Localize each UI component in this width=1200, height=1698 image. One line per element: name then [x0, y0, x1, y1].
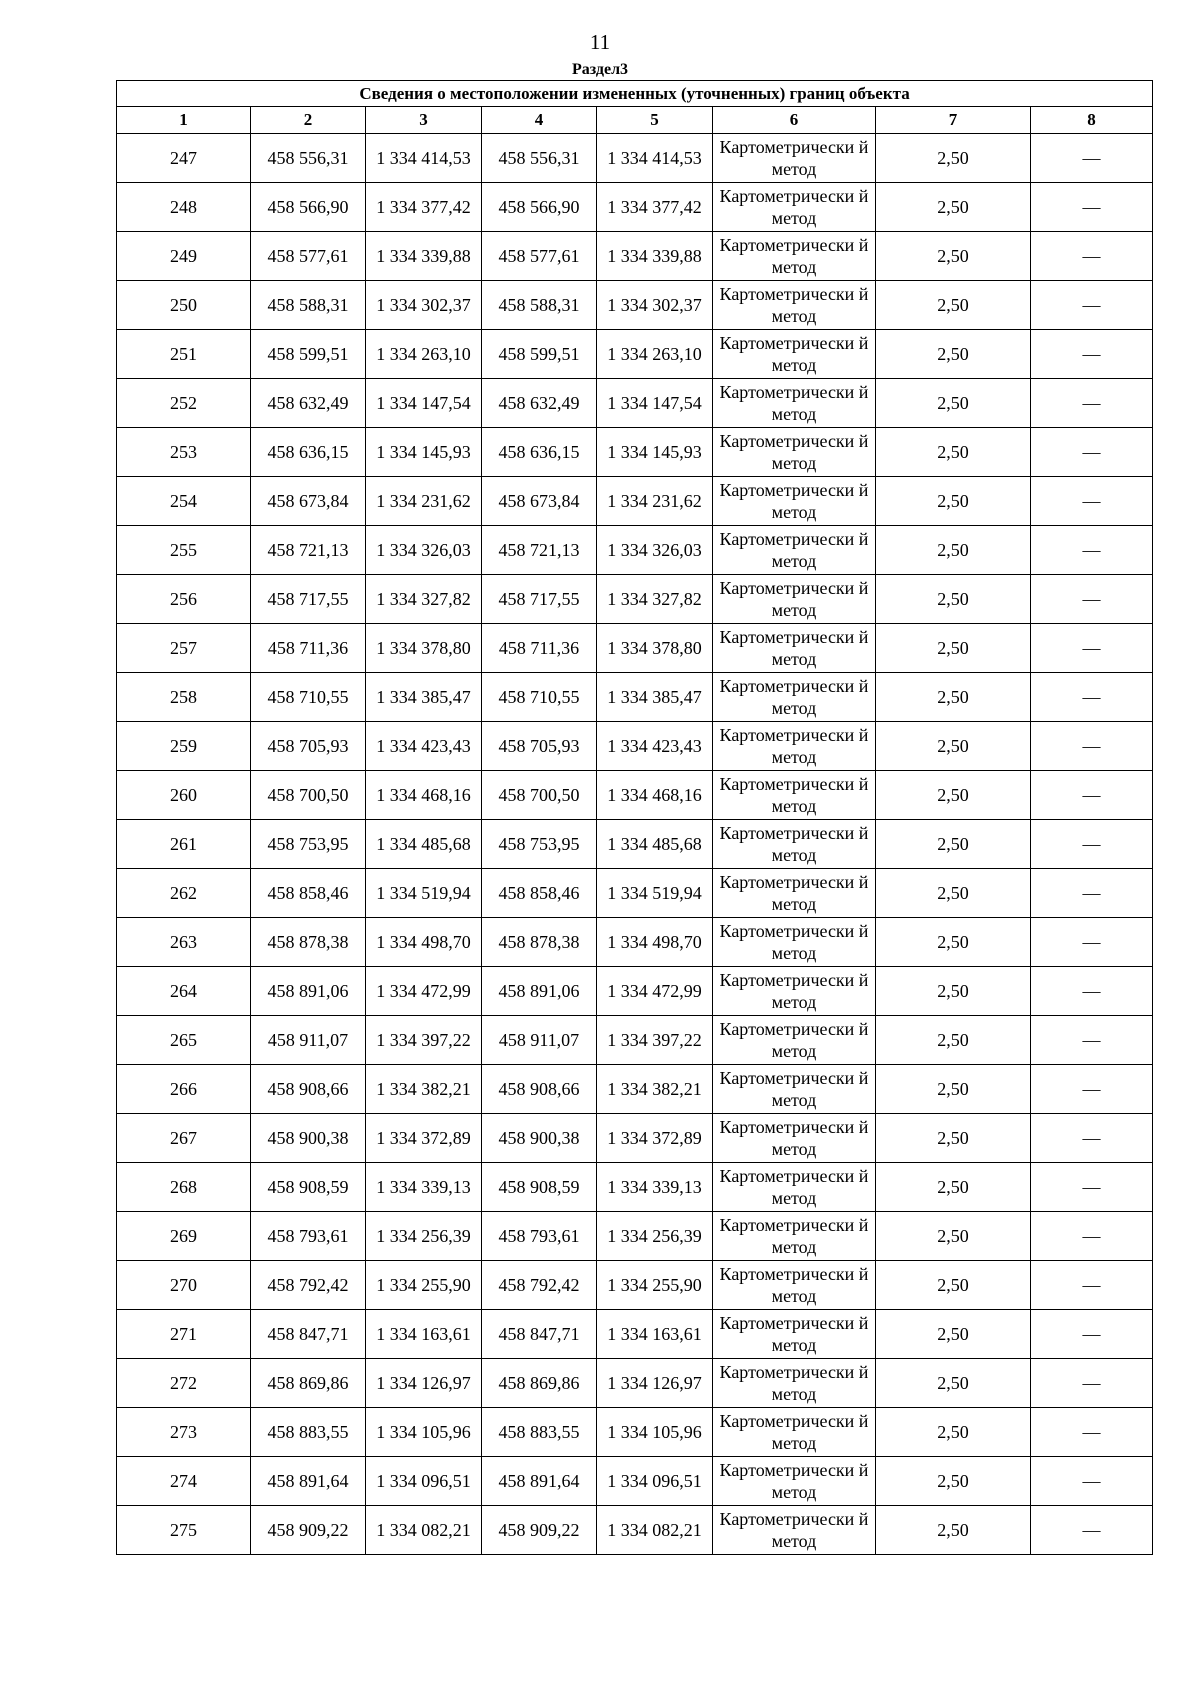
y-coordinate-existing: 1 334 378,80	[366, 624, 482, 673]
x-coordinate-refined: 458 891,06	[482, 967, 597, 1016]
point-number: 248	[117, 183, 251, 232]
accuracy-value: 2,50	[876, 526, 1031, 575]
determination-method: Картометрически й метод	[713, 330, 876, 379]
x-coordinate-existing: 458 869,86	[251, 1359, 366, 1408]
point-number: 265	[117, 1016, 251, 1065]
description-value: —	[1031, 1065, 1153, 1114]
table-row	[117, 232, 1153, 281]
point-number: 255	[117, 526, 251, 575]
accuracy-value: 2,50	[876, 624, 1031, 673]
y-coordinate-refined: 1 334 126,97	[597, 1359, 713, 1408]
y-coordinate-refined: 1 334 326,03	[597, 526, 713, 575]
y-coordinate-refined: 1 334 082,21	[597, 1506, 713, 1555]
table-caption: Сведения о местоположении измененных (уточненных) границ объекта	[117, 81, 1153, 107]
description-value: —	[1031, 967, 1153, 1016]
table-row	[117, 1016, 1153, 1065]
column-number: 1	[117, 107, 251, 134]
x-coordinate-refined: 458 711,36	[482, 624, 597, 673]
x-coordinate-existing: 458 705,93	[251, 722, 366, 771]
accuracy-value: 2,50	[876, 918, 1031, 967]
description-value: —	[1031, 1212, 1153, 1261]
y-coordinate-refined: 1 334 145,93	[597, 428, 713, 477]
x-coordinate-existing: 458 900,38	[251, 1114, 366, 1163]
determination-method: Картометрически й метод	[713, 1016, 876, 1065]
table-row	[117, 1261, 1153, 1310]
x-coordinate-existing: 458 577,61	[251, 232, 366, 281]
x-coordinate-refined: 458 858,46	[482, 869, 597, 918]
accuracy-value: 2,50	[876, 1016, 1031, 1065]
description-value: —	[1031, 477, 1153, 526]
determination-method: Картометрически й метод	[713, 477, 876, 526]
description-value: —	[1031, 379, 1153, 428]
determination-method: Картометрически й метод	[713, 379, 876, 428]
description-value: —	[1031, 281, 1153, 330]
y-coordinate-refined: 1 334 414,53	[597, 134, 713, 183]
table-row	[117, 575, 1153, 624]
description-value: —	[1031, 1261, 1153, 1310]
table-row	[117, 1114, 1153, 1163]
point-number: 247	[117, 134, 251, 183]
x-coordinate-existing: 458 710,55	[251, 673, 366, 722]
x-coordinate-refined: 458 908,59	[482, 1163, 597, 1212]
determination-method: Картометрически й метод	[713, 428, 876, 477]
table-row	[117, 1506, 1153, 1555]
x-coordinate-existing: 458 556,31	[251, 134, 366, 183]
y-coordinate-existing: 1 334 519,94	[366, 869, 482, 918]
page-number: 11	[589, 30, 611, 54]
y-coordinate-existing: 1 334 414,53	[366, 134, 482, 183]
y-coordinate-existing: 1 334 105,96	[366, 1408, 482, 1457]
determination-method: Картометрически й метод	[713, 918, 876, 967]
x-coordinate-existing: 458 847,71	[251, 1310, 366, 1359]
section-title: Раздел3	[571, 61, 629, 78]
description-value: —	[1031, 1457, 1153, 1506]
column-number: 8	[1031, 107, 1153, 134]
table-row	[117, 918, 1153, 967]
column-number: 7	[876, 107, 1031, 134]
x-coordinate-refined: 458 891,64	[482, 1457, 597, 1506]
x-coordinate-existing: 458 711,36	[251, 624, 366, 673]
x-coordinate-existing: 458 911,07	[251, 1016, 366, 1065]
description-value: —	[1031, 722, 1153, 771]
column-number: 5	[597, 107, 713, 134]
accuracy-value: 2,50	[876, 1506, 1031, 1555]
y-coordinate-refined: 1 334 377,42	[597, 183, 713, 232]
x-coordinate-existing: 458 793,61	[251, 1212, 366, 1261]
x-coordinate-refined: 458 636,15	[482, 428, 597, 477]
point-number: 250	[117, 281, 251, 330]
y-coordinate-existing: 1 334 082,21	[366, 1506, 482, 1555]
table-row	[117, 820, 1153, 869]
y-coordinate-existing: 1 334 423,43	[366, 722, 482, 771]
y-coordinate-existing: 1 334 126,97	[366, 1359, 482, 1408]
x-coordinate-existing: 458 700,50	[251, 771, 366, 820]
point-number: 254	[117, 477, 251, 526]
x-coordinate-refined: 458 900,38	[482, 1114, 597, 1163]
y-coordinate-existing: 1 334 339,88	[366, 232, 482, 281]
y-coordinate-refined: 1 334 339,13	[597, 1163, 713, 1212]
column-number-row	[117, 107, 1153, 134]
point-number: 249	[117, 232, 251, 281]
point-number: 267	[117, 1114, 251, 1163]
y-coordinate-existing: 1 334 145,93	[366, 428, 482, 477]
y-coordinate-refined: 1 334 378,80	[597, 624, 713, 673]
point-number: 270	[117, 1261, 251, 1310]
accuracy-value: 2,50	[876, 1212, 1031, 1261]
description-value: —	[1031, 1016, 1153, 1065]
determination-method: Картометрически й метод	[713, 1212, 876, 1261]
x-coordinate-refined: 458 700,50	[482, 771, 597, 820]
y-coordinate-refined: 1 334 339,88	[597, 232, 713, 281]
x-coordinate-refined: 458 588,31	[482, 281, 597, 330]
table-row	[117, 526, 1153, 575]
description-value: —	[1031, 771, 1153, 820]
determination-method: Картометрически й метод	[713, 183, 876, 232]
y-coordinate-refined: 1 334 498,70	[597, 918, 713, 967]
x-coordinate-refined: 458 673,84	[482, 477, 597, 526]
table-row	[117, 624, 1153, 673]
y-coordinate-existing: 1 334 256,39	[366, 1212, 482, 1261]
determination-method: Картометрически й метод	[713, 1359, 876, 1408]
determination-method: Картометрически й метод	[713, 1163, 876, 1212]
y-coordinate-refined: 1 334 231,62	[597, 477, 713, 526]
x-coordinate-existing: 458 891,64	[251, 1457, 366, 1506]
x-coordinate-existing: 458 792,42	[251, 1261, 366, 1310]
accuracy-value: 2,50	[876, 1408, 1031, 1457]
determination-method: Картометрически й метод	[713, 967, 876, 1016]
y-coordinate-existing: 1 334 163,61	[366, 1310, 482, 1359]
y-coordinate-refined: 1 334 256,39	[597, 1212, 713, 1261]
accuracy-value: 2,50	[876, 722, 1031, 771]
y-coordinate-refined: 1 334 147,54	[597, 379, 713, 428]
point-number: 256	[117, 575, 251, 624]
y-coordinate-existing: 1 334 377,42	[366, 183, 482, 232]
x-coordinate-refined: 458 847,71	[482, 1310, 597, 1359]
y-coordinate-refined: 1 334 519,94	[597, 869, 713, 918]
y-coordinate-existing: 1 334 326,03	[366, 526, 482, 575]
x-coordinate-existing: 458 717,55	[251, 575, 366, 624]
accuracy-value: 2,50	[876, 428, 1031, 477]
table-row	[117, 722, 1153, 771]
determination-method: Картометрически й метод	[713, 1114, 876, 1163]
determination-method: Картометрически й метод	[713, 722, 876, 771]
x-coordinate-existing: 458 636,15	[251, 428, 366, 477]
y-coordinate-existing: 1 334 255,90	[366, 1261, 482, 1310]
y-coordinate-refined: 1 334 105,96	[597, 1408, 713, 1457]
x-coordinate-existing: 458 878,38	[251, 918, 366, 967]
x-coordinate-refined: 458 878,38	[482, 918, 597, 967]
y-coordinate-existing: 1 334 372,89	[366, 1114, 482, 1163]
x-coordinate-refined: 458 793,61	[482, 1212, 597, 1261]
description-value: —	[1031, 1506, 1153, 1555]
x-coordinate-existing: 458 753,95	[251, 820, 366, 869]
y-coordinate-existing: 1 334 498,70	[366, 918, 482, 967]
x-coordinate-refined: 458 705,93	[482, 722, 597, 771]
accuracy-value: 2,50	[876, 1163, 1031, 1212]
x-coordinate-refined: 458 717,55	[482, 575, 597, 624]
x-coordinate-existing: 458 883,55	[251, 1408, 366, 1457]
accuracy-value: 2,50	[876, 281, 1031, 330]
accuracy-value: 2,50	[876, 477, 1031, 526]
accuracy-value: 2,50	[876, 379, 1031, 428]
description-value: —	[1031, 869, 1153, 918]
x-coordinate-refined: 458 556,31	[482, 134, 597, 183]
accuracy-value: 2,50	[876, 134, 1031, 183]
table-row	[117, 869, 1153, 918]
x-coordinate-existing: 458 588,31	[251, 281, 366, 330]
table-row	[117, 281, 1153, 330]
description-value: —	[1031, 134, 1153, 183]
point-number: 258	[117, 673, 251, 722]
determination-method: Картометрически й метод	[713, 575, 876, 624]
table-row	[117, 1163, 1153, 1212]
y-coordinate-existing: 1 334 147,54	[366, 379, 482, 428]
y-coordinate-refined: 1 334 096,51	[597, 1457, 713, 1506]
y-coordinate-existing: 1 334 468,16	[366, 771, 482, 820]
table-row	[117, 477, 1153, 526]
description-value: —	[1031, 1408, 1153, 1457]
y-coordinate-refined: 1 334 397,22	[597, 1016, 713, 1065]
table-row	[117, 1065, 1153, 1114]
description-value: —	[1031, 526, 1153, 575]
point-number: 266	[117, 1065, 251, 1114]
accuracy-value: 2,50	[876, 771, 1031, 820]
accuracy-value: 2,50	[876, 820, 1031, 869]
x-coordinate-existing: 458 891,06	[251, 967, 366, 1016]
description-value: —	[1031, 1310, 1153, 1359]
y-coordinate-existing: 1 334 397,22	[366, 1016, 482, 1065]
x-coordinate-existing: 458 858,46	[251, 869, 366, 918]
table-row	[117, 967, 1153, 1016]
x-coordinate-existing: 458 566,90	[251, 183, 366, 232]
table-row	[117, 134, 1153, 183]
y-coordinate-existing: 1 334 327,82	[366, 575, 482, 624]
y-coordinate-refined: 1 334 468,16	[597, 771, 713, 820]
x-coordinate-existing: 458 908,66	[251, 1065, 366, 1114]
accuracy-value: 2,50	[876, 1114, 1031, 1163]
y-coordinate-existing: 1 334 472,99	[366, 967, 482, 1016]
y-coordinate-existing: 1 334 485,68	[366, 820, 482, 869]
point-number: 274	[117, 1457, 251, 1506]
y-coordinate-refined: 1 334 263,10	[597, 330, 713, 379]
accuracy-value: 2,50	[876, 575, 1031, 624]
table-caption-row	[117, 81, 1153, 107]
accuracy-value: 2,50	[876, 1261, 1031, 1310]
point-number: 275	[117, 1506, 251, 1555]
determination-method: Картометрически й метод	[713, 1408, 876, 1457]
determination-method: Картометрически й метод	[713, 1261, 876, 1310]
y-coordinate-refined: 1 334 385,47	[597, 673, 713, 722]
table-row	[117, 379, 1153, 428]
point-number: 259	[117, 722, 251, 771]
x-coordinate-refined: 458 909,22	[482, 1506, 597, 1555]
x-coordinate-existing: 458 909,22	[251, 1506, 366, 1555]
determination-method: Картометрически й метод	[713, 820, 876, 869]
point-number: 268	[117, 1163, 251, 1212]
boundary-coordinates-table	[116, 80, 1153, 1555]
x-coordinate-refined: 458 710,55	[482, 673, 597, 722]
determination-method: Картометрически й метод	[713, 1310, 876, 1359]
accuracy-value: 2,50	[876, 869, 1031, 918]
table-row	[117, 1359, 1153, 1408]
x-coordinate-refined: 458 908,66	[482, 1065, 597, 1114]
y-coordinate-existing: 1 334 302,37	[366, 281, 482, 330]
x-coordinate-existing: 458 721,13	[251, 526, 366, 575]
y-coordinate-refined: 1 334 485,68	[597, 820, 713, 869]
accuracy-value: 2,50	[876, 330, 1031, 379]
x-coordinate-refined: 458 911,07	[482, 1016, 597, 1065]
point-number: 263	[117, 918, 251, 967]
x-coordinate-refined: 458 566,90	[482, 183, 597, 232]
y-coordinate-refined: 1 334 382,21	[597, 1065, 713, 1114]
determination-method: Картометрически й метод	[713, 771, 876, 820]
y-coordinate-refined: 1 334 163,61	[597, 1310, 713, 1359]
x-coordinate-refined: 458 632,49	[482, 379, 597, 428]
y-coordinate-refined: 1 334 423,43	[597, 722, 713, 771]
point-number: 257	[117, 624, 251, 673]
accuracy-value: 2,50	[876, 183, 1031, 232]
table-row	[117, 771, 1153, 820]
point-number: 272	[117, 1359, 251, 1408]
determination-method: Картометрически й метод	[713, 1457, 876, 1506]
accuracy-value: 2,50	[876, 673, 1031, 722]
accuracy-value: 2,50	[876, 232, 1031, 281]
column-number: 3	[366, 107, 482, 134]
y-coordinate-existing: 1 334 339,13	[366, 1163, 482, 1212]
x-coordinate-existing: 458 632,49	[251, 379, 366, 428]
description-value: —	[1031, 820, 1153, 869]
y-coordinate-refined: 1 334 472,99	[597, 967, 713, 1016]
x-coordinate-refined: 458 883,55	[482, 1408, 597, 1457]
determination-method: Картометрически й метод	[713, 869, 876, 918]
y-coordinate-existing: 1 334 263,10	[366, 330, 482, 379]
determination-method: Картометрически й метод	[713, 232, 876, 281]
table-row	[117, 1408, 1153, 1457]
x-coordinate-existing: 458 908,59	[251, 1163, 366, 1212]
table-row	[117, 330, 1153, 379]
description-value: —	[1031, 918, 1153, 967]
y-coordinate-existing: 1 334 096,51	[366, 1457, 482, 1506]
y-coordinate-refined: 1 334 327,82	[597, 575, 713, 624]
x-coordinate-refined: 458 753,95	[482, 820, 597, 869]
determination-method: Картометрически й метод	[713, 673, 876, 722]
determination-method: Картометрически й метод	[713, 526, 876, 575]
description-value: —	[1031, 232, 1153, 281]
accuracy-value: 2,50	[876, 967, 1031, 1016]
table-row	[117, 183, 1153, 232]
x-coordinate-refined: 458 869,86	[482, 1359, 597, 1408]
table-row	[117, 1457, 1153, 1506]
point-number: 269	[117, 1212, 251, 1261]
x-coordinate-refined: 458 721,13	[482, 526, 597, 575]
x-coordinate-existing: 458 599,51	[251, 330, 366, 379]
point-number: 251	[117, 330, 251, 379]
x-coordinate-refined: 458 599,51	[482, 330, 597, 379]
description-value: —	[1031, 624, 1153, 673]
point-number: 271	[117, 1310, 251, 1359]
point-number: 273	[117, 1408, 251, 1457]
x-coordinate-refined: 458 577,61	[482, 232, 597, 281]
table-row	[117, 428, 1153, 477]
x-coordinate-refined: 458 792,42	[482, 1261, 597, 1310]
table-row	[117, 1212, 1153, 1261]
y-coordinate-refined: 1 334 255,90	[597, 1261, 713, 1310]
point-number: 252	[117, 379, 251, 428]
description-value: —	[1031, 330, 1153, 379]
description-value: —	[1031, 673, 1153, 722]
accuracy-value: 2,50	[876, 1310, 1031, 1359]
determination-method: Картометрически й метод	[713, 624, 876, 673]
column-number: 4	[482, 107, 597, 134]
description-value: —	[1031, 1163, 1153, 1212]
description-value: —	[1031, 428, 1153, 477]
y-coordinate-existing: 1 334 231,62	[366, 477, 482, 526]
column-number: 2	[251, 107, 366, 134]
column-number: 6	[713, 107, 876, 134]
determination-method: Картометрически й метод	[713, 1065, 876, 1114]
determination-method: Картометрически й метод	[713, 281, 876, 330]
table-body	[117, 134, 1153, 1555]
table-row	[117, 673, 1153, 722]
point-number: 264	[117, 967, 251, 1016]
y-coordinate-existing: 1 334 385,47	[366, 673, 482, 722]
y-coordinate-refined: 1 334 372,89	[597, 1114, 713, 1163]
description-value: —	[1031, 1114, 1153, 1163]
y-coordinate-existing: 1 334 382,21	[366, 1065, 482, 1114]
description-value: —	[1031, 1359, 1153, 1408]
determination-method: Картометрически й метод	[713, 134, 876, 183]
point-number: 253	[117, 428, 251, 477]
x-coordinate-existing: 458 673,84	[251, 477, 366, 526]
accuracy-value: 2,50	[876, 1065, 1031, 1114]
accuracy-value: 2,50	[876, 1457, 1031, 1506]
point-number: 261	[117, 820, 251, 869]
description-value: —	[1031, 575, 1153, 624]
determination-method: Картометрически й метод	[713, 1506, 876, 1555]
point-number: 262	[117, 869, 251, 918]
table-row	[117, 1310, 1153, 1359]
y-coordinate-refined: 1 334 302,37	[597, 281, 713, 330]
accuracy-value: 2,50	[876, 1359, 1031, 1408]
description-value: —	[1031, 183, 1153, 232]
point-number: 260	[117, 771, 251, 820]
